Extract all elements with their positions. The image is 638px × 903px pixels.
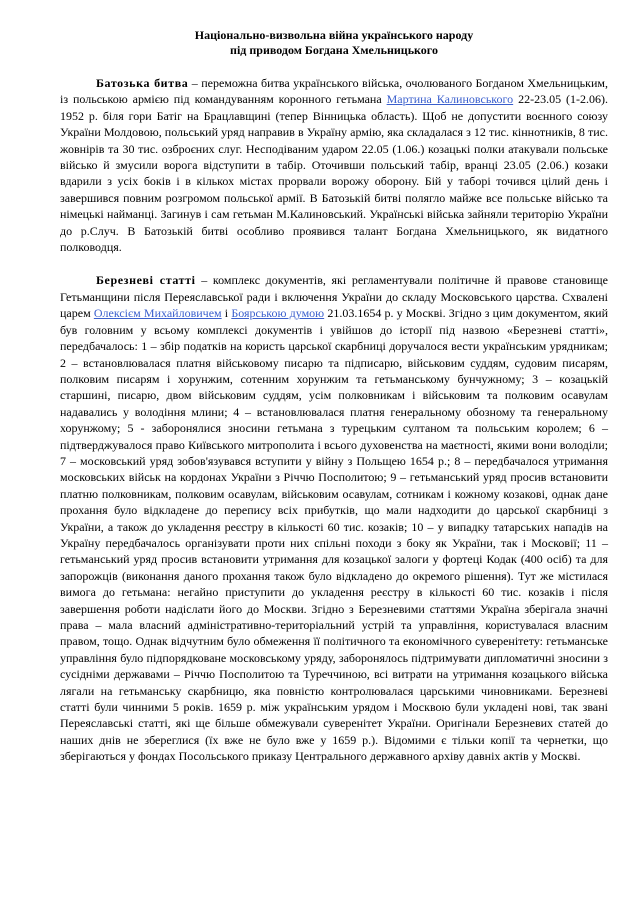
title-line-1: Національно-визвольна війна українського народу <box>194 28 474 42</box>
paragraph-text: – комплекс документів, які регламентували політичне й правове становище Гетьманщини після Переяславської ради і включення України до складу Московського царства. Схвалені царем <box>60 273 608 321</box>
paragraph-batih-battle <box>60 75 608 255</box>
link-martyn-kalynovsky[interactable]: Мартина Калиновського <box>386 92 514 107</box>
term-march-articles: Березневі статті <box>96 273 196 288</box>
document-page <box>60 28 608 782</box>
link-oleksiy-mykhailovych[interactable]: Олексієм Михайловичем <box>93 306 222 321</box>
paragraph-text: 22-23.05 (1-2.06). 1952 р. біля гори Батіг на Брацлавщині (тепер Вінницька область). Щоб не допустити воєнного союзу України Молдовою, польський уряд направив в Україну армію, яка складалася з 12 тис. кіннотників, 8 тис. жовнірів та 30 тис. озброєних слуг. Несподіваним ударом 22.05 (1.06.) козацькі полки атакували польське військо й змусили ворога відступити в табір. Оточивши польський табір, вранці 23.05 (2.06.) козаки вдарили з усіх боків і в кількох містах прорвали ворожу оборону. Бій у таборі точився цілий день і завершився повним розгромом польської армії. В Батозькій битві полягло майже все польське військо та німецькі найманці. Загинув і сам гетьман М.Калиновський. Українські війська зайняли територію України до р.Случ. В Батозькій битві особливо проявився талант Богдана Хмельницького, як видатного полководця. <box>60 92 609 255</box>
paragraph-text: – переможна битва українського війська, очолюваного Богданом Хмельницьким, із польською армією під командуванням коронного гетьмана <box>60 76 608 107</box>
link-boyar-duma[interactable]: Боярською думою <box>231 306 325 321</box>
term-batih-battle: Батозька битва <box>96 76 189 90</box>
paragraph-text: 21.03.1654 р. у Москві. Згідно з цим документом, який був головним у всьому комплексі документів і увійшов до історії під назвою «Березневі статті», передбачалось: 1 – збір податків на користь царської скарбниці доручалося вести українським урядникам; 2 – встановлювалася платня військовому писарю та підписарю, військовим суддям, судовим писарям, полковим писарям і хорунжим, сотенним хорунжим та гетьманському бунчужному; 3 – козацькій старшині, писарю, двом військовим суддям, усім полковникам і військовим та полковим осавулам надавались у володіння млини; 4 – встановлювалася платня генеральному обозному та генеральному хорунжому; 5 - заборонялися зносини гетьмана з турецьким султаном та польським королем; 6 – підтверджувалося право Київського митрополита і всього духовенства на маєтності, якими вони володіли; 7 – московський уряд зобов'язувався вступити у війну з Польщею 1654 р.; 8 – передбачалося утримання московських військ на кордонах України з Річчю Посполитою; 9 – гетьманський уряд просив встановити платню полковникам, полковим осавулам, військовим осавулам, сотникам і кожному козакові, однак дане прохання було відкладене до перепису всіх прибутків, що мали надходити до царської скарбниці з України, а також до укладення реєстру в кількості 60 тис. козаків; 10 – у випадку татарських нападів на Україну передбачалось організувати проти них спільні походи з боку як України, так і Московії; 11 – гетьманський уряд просив встановити утримання для козацької залоги у фортеці Кодак (400 осіб) та для запорожців (виконання даного прохання також було відкладено до окремого рішення). Тут же містилася вимога до гетьмана: негайно приступити до укладення реєстру в кількості 60 тис. козаків і після завершення роботи надіслати його до Москви. Згідно з Березневими статтями Україна зберігала значні права – мала власний адміністративно-територіальний устрій та управління, користувалася власним правом, тощо. Однак відчутним було обмеження її політичного та економічного суверенітету: гетьманське управління було підпорядковане московському уряду, заборонялось підтримувати дипломатичні зносини з сусідніми державами – Річчю Посполитою та Туреччиною, всі витрати на утримання козацького війська лягали на гетьманську скарбницю, яка повністю контролювалася царськими чиновниками. Березневі статті були чинними 5 років. 1659 р. між українським урядом і Москвою були укладені нові, так звані Переяславські статті, які ще більше обмежували суверенітет України. Оригінали Березневих статей до наших днів не збереглися (їх вже не було вже у 1659 р.). Відомими є тільки копії та чернетки, що зберігаються у фондах Посольського приказу Центрального державного архіву давніх актів у Москві. <box>60 306 609 764</box>
paragraph-march-articles <box>60 272 608 764</box>
paragraph-text: і <box>221 306 232 321</box>
title-line-2: під приводом Богдана Хмельницького <box>230 43 438 57</box>
page-title <box>60 28 608 58</box>
